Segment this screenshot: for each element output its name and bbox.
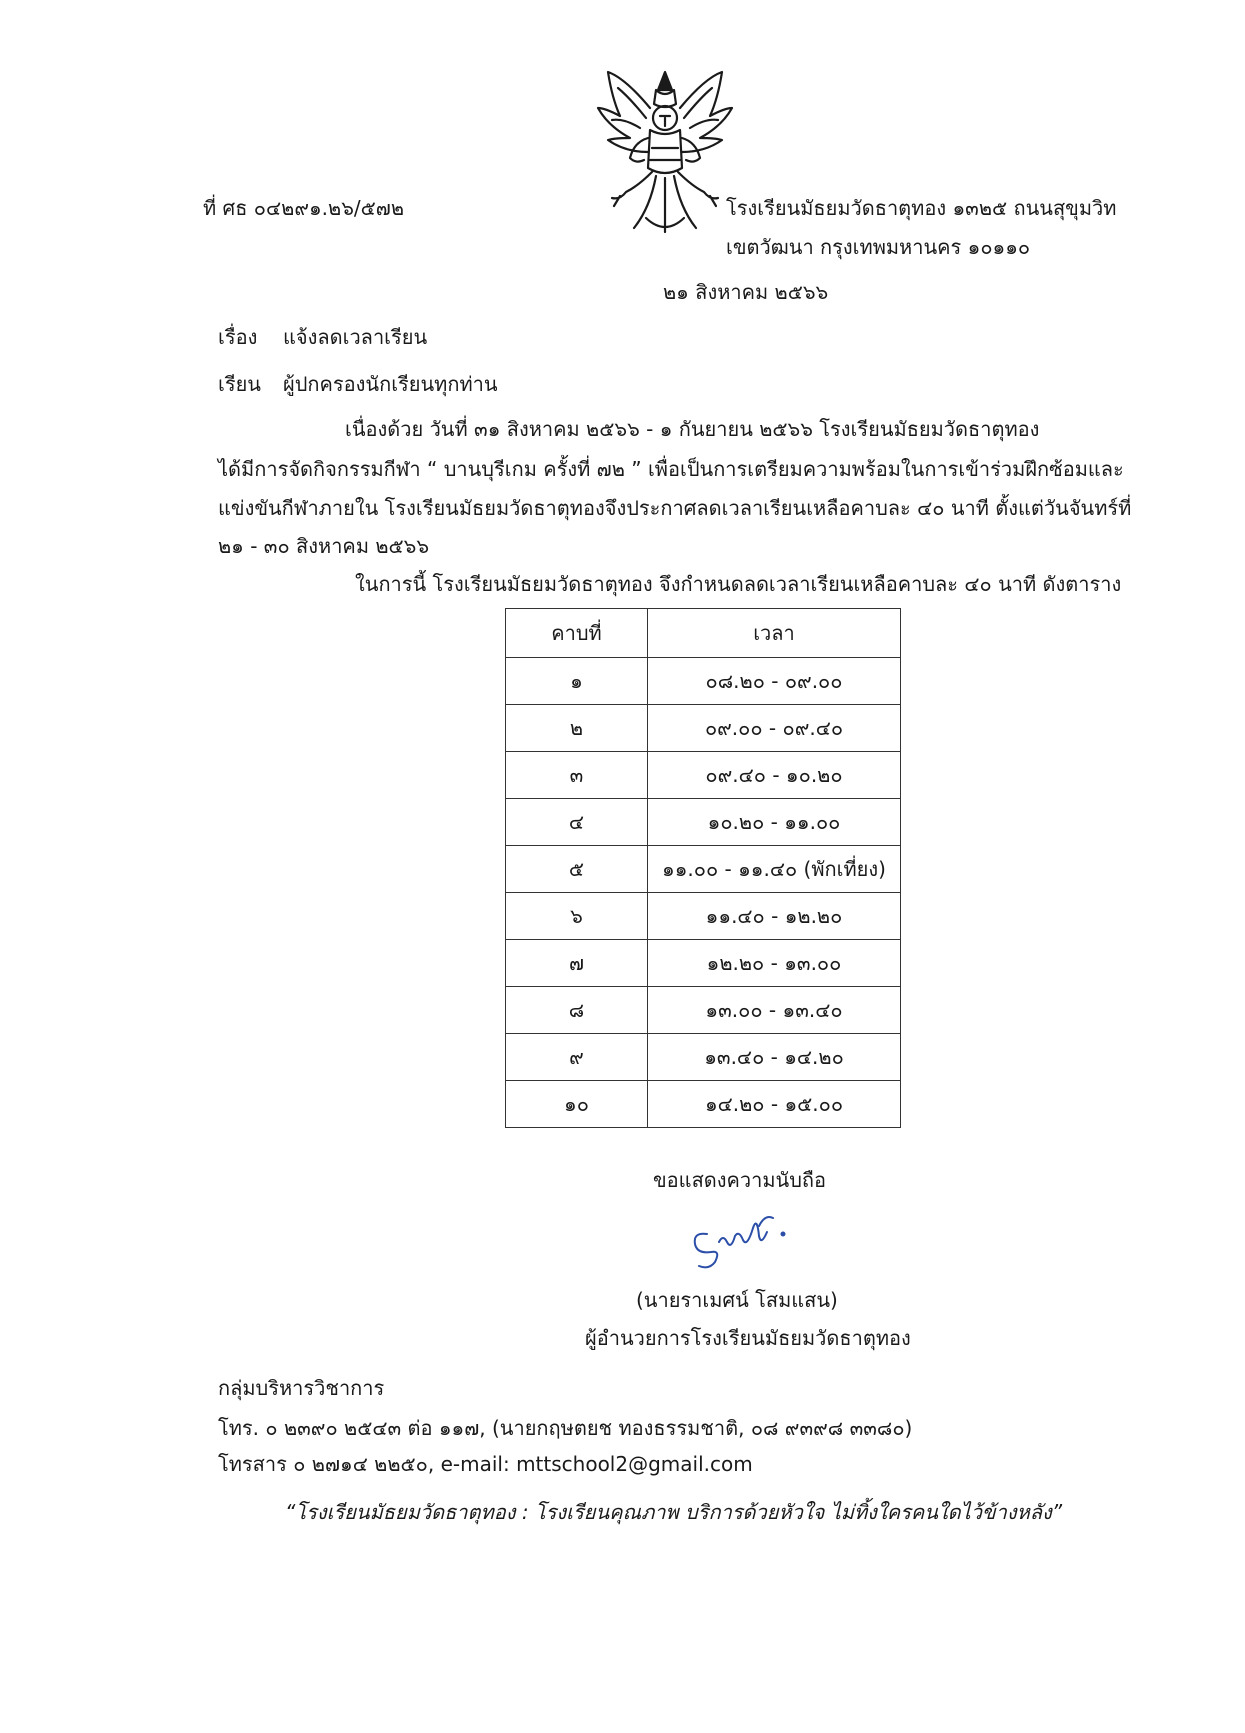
table-row (506, 846, 901, 893)
schedule-table (505, 608, 901, 1128)
time-cell: ๑๑.๐๐ - ๑๑.๔๐ (พักเที่ยง) (648, 846, 901, 893)
time-cell: ๐๙.๔๐ - ๑๐.๒๐ (648, 752, 901, 799)
signer-position: ผู้อำนวยการโรงเรียนมัธยมวัดธาตุทอง (585, 1326, 911, 1350)
table-row (506, 799, 901, 846)
period-cell: ๓ (506, 752, 648, 799)
table-row (506, 987, 901, 1034)
reference-number: ที่ ศธ ๐๔๒๙๑.๒๖/๕๗๒ (203, 196, 405, 220)
school-address-line2: เขตวัฒนา กรุงเทพมหานคร ๑๐๑๑๐ (726, 235, 1031, 259)
column-header-time: เวลา (648, 609, 901, 658)
garuda-emblem-icon (590, 68, 740, 238)
period-cell: ๕ (506, 846, 648, 893)
closing-regards: ขอแสดงความนับถือ (653, 1168, 827, 1192)
letter-date: ๒๑ สิงหาคม ๒๕๖๖ (663, 280, 829, 304)
table-row (506, 658, 901, 705)
period-cell: ๑๐ (506, 1081, 648, 1128)
period-cell: ๖ (506, 893, 648, 940)
school-motto: “โรงเรียนมัธยมวัดธาตุทอง : โรงเรียนคุณภาพ บริการด้วยหัวใจ ไม่ทิ้งใครคนใดไว้ข้างหลัง” (285, 1500, 1063, 1524)
column-header-period: คาบที่ (506, 609, 648, 658)
signer-name: (นายราเมศน์ โสมแสน) (636, 1288, 838, 1312)
body-paragraph-line: ๒๑ - ๓๐ สิงหาคม ๒๕๖๖ (218, 534, 430, 558)
period-cell: ๒ (506, 705, 648, 752)
time-cell: ๐๙.๐๐ - ๐๙.๔๐ (648, 705, 901, 752)
period-cell: ๑ (506, 658, 648, 705)
time-cell: ๑๔.๒๐ - ๑๕.๐๐ (648, 1081, 901, 1128)
period-cell: ๗ (506, 940, 648, 987)
table-header-row (506, 609, 901, 658)
body-paragraph-2: ในการนี้ โรงเรียนมัธยมวัดธาตุทอง จึงกำหนดลดเวลาเรียนเหลือคาบละ ๔๐ นาที ดังตาราง (355, 572, 1122, 596)
table-row (506, 752, 901, 799)
contact-phone: โทร. ๐ ๒๓๙๐ ๒๕๔๓ ต่อ ๑๑๗, (นายกฤษตยช ทองธรรมชาติ, ๐๘ ๙๓๙๘ ๓๓๘๐) (218, 1416, 913, 1440)
recipient-text: ผู้ปกครองนักเรียนทุกท่าน (283, 372, 498, 396)
subject-label: เรื่อง (218, 325, 258, 349)
time-cell: ๑๓.๔๐ - ๑๔.๒๐ (648, 1034, 901, 1081)
time-cell: ๑๐.๒๐ - ๑๑.๐๐ (648, 799, 901, 846)
period-cell: ๘ (506, 987, 648, 1034)
recipient-label: เรียน (218, 372, 261, 396)
table-row (506, 1034, 901, 1081)
table-row (506, 1081, 901, 1128)
body-paragraph-line: เนื่องด้วย วันที่ ๓๑ สิงหาคม ๒๕๖๖ - ๑ กันยายน ๒๕๖๖ โรงเรียนมัธยมวัดธาตุทอง (345, 417, 1040, 441)
time-cell: ๑๒.๒๐ - ๑๓.๐๐ (648, 940, 901, 987)
time-cell: ๑๑.๔๐ - ๑๒.๒๐ (648, 893, 901, 940)
body-paragraph-line: ได้มีการจัดกิจกรรมกีฬา “ บานบุรีเกม ครั้งที่ ๗๒ ” เพื่อเป็นการเตรียมความพร้อมในการเข้าร่วมฝึกซ้อมและ (218, 457, 1124, 481)
school-address-line1: โรงเรียนมัธยมวัดธาตุทอง ๑๓๒๕ ถนนสุขุมวิท (726, 196, 1117, 220)
department-name: กลุ่มบริหารวิชาการ (218, 1376, 385, 1400)
table-row (506, 940, 901, 987)
period-cell: ๙ (506, 1034, 648, 1081)
signature-icon (685, 1206, 795, 1276)
contact-fax-email: โทรสาร ๐ ๒๗๑๔ ๒๒๕๐, e-mail: mttschool2@gmail.com (218, 1452, 753, 1476)
table-row (506, 705, 901, 752)
subject-text: แจ้งลดเวลาเรียน (283, 325, 428, 349)
time-cell: ๑๓.๐๐ - ๑๓.๔๐ (648, 987, 901, 1034)
period-cell: ๔ (506, 799, 648, 846)
body-paragraph-line: แข่งขันกีฬาภายใน โรงเรียนมัธยมวัดธาตุทองจึงประกาศลดเวลาเรียนเหลือคาบละ ๔๐ นาที ตั้งแต่วันจันทร์ที่ (218, 496, 1132, 520)
time-cell: ๐๘.๒๐ - ๐๙.๐๐ (648, 658, 901, 705)
table-row (506, 893, 901, 940)
